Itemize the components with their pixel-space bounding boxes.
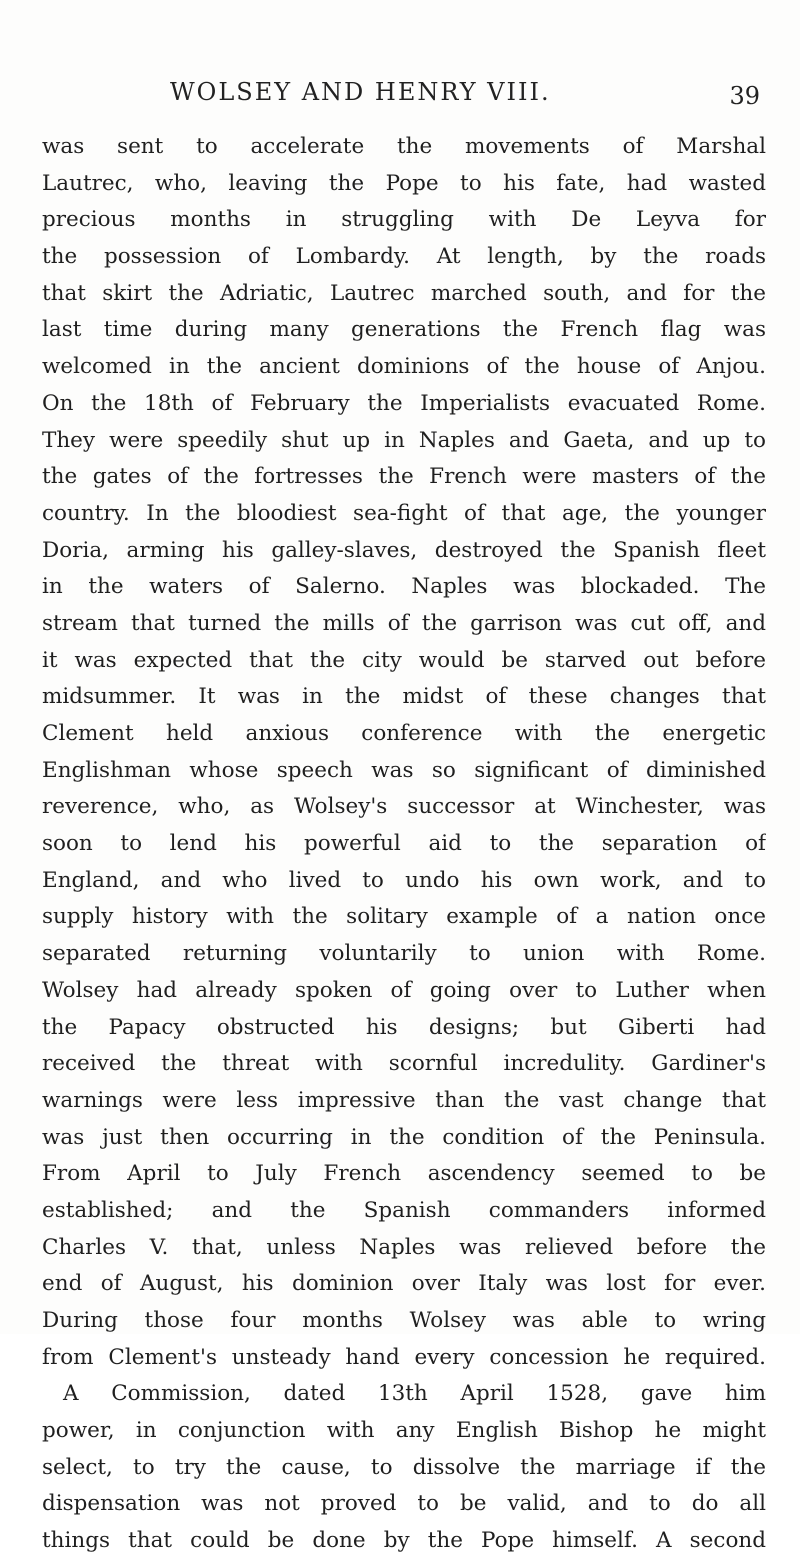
text-line: the possession of Lombardy. At length, by the roads	[42, 244, 766, 270]
text-line: supply history with the solitary example of a nation once	[42, 904, 766, 930]
text-line: England, and who lived to undo his own work, and to	[42, 867, 766, 893]
text-line: it was expected that the city would be starved out before	[42, 647, 766, 673]
text-line: Englishman whose speech was so significant of diminished	[42, 757, 766, 783]
text-line: From April to July French ascendency seemed to be	[42, 1161, 766, 1187]
text-line: last time during many generations the French flag was	[42, 317, 766, 343]
text-line: end of August, his dominion over Italy was lost for ever.	[42, 1271, 766, 1297]
text-line: Clement held anxious conference with the energetic	[42, 721, 766, 746]
text-line: separated returning voluntarily to union with Rome.	[42, 941, 766, 967]
text-line: things that could be done by the Pope himself. A second	[42, 1528, 766, 1554]
text-line: Lautrec, who, leaving the Pope to his fate, had wasted	[42, 170, 766, 196]
text-line: in the waters of Salerno. Naples was blockaded. The	[42, 574, 766, 600]
text-line: established; and the Spanish commanders informed	[42, 1197, 766, 1223]
text-line: warnings were less impressive than the vast change that	[42, 1087, 766, 1113]
text-line: country. In the bloodiest sea-fight of that age, the younger	[42, 500, 766, 526]
text-line: that skirt the Adriatic, Lautrec marched south, and for the	[42, 280, 766, 306]
text-line: was sent to accelerate the movements of Marshal	[42, 134, 766, 159]
text-line: During those four months Wolsey was able to wring	[42, 1308, 766, 1333]
text-line: select, to try the cause, to dissolve the marriage if the	[42, 1454, 766, 1480]
text-line: On the 18th of February the Imperialists evacuated Rome.	[42, 390, 766, 416]
running-header	[170, 78, 760, 114]
text-line: Wolsey had already spoken of going over to Luther when	[42, 977, 766, 1003]
text-line: power, in conjunction with any English Bishop he might	[42, 1418, 766, 1444]
text-line: welcomed in the ancient dominions of the house of Anjou.	[42, 354, 766, 380]
text-line-paragraph-start: A Commission, dated 13th April 1528, gave him	[63, 1381, 766, 1407]
text-line: reverence, who, as Wolsey's successor at Winchester, was	[42, 794, 766, 820]
text-line: soon to lend his powerful aid to the separation of	[42, 831, 766, 857]
body-text	[42, 129, 766, 1560]
text-line: the gates of the fortresses the French were masters of the	[42, 464, 766, 490]
text-line: They were speedily shut up in Naples and Gaeta, and up to	[42, 427, 766, 453]
text-line: dispensation was not proved to be valid, and to do all	[42, 1491, 766, 1517]
text-line: received the threat with scornful incredulity. Gardiner's	[42, 1051, 766, 1077]
text-line: was just then occurring in the condition of the Peninsula.	[42, 1124, 766, 1150]
text-line: precious months in struggling with De Leyva for	[42, 207, 766, 233]
text-line: Charles V. that, unless Naples was relieved before the	[42, 1234, 766, 1260]
text-line: midsummer. It was in the midst of these changes that	[42, 684, 766, 710]
text-line: from Clement's unsteady hand every concession he required.	[42, 1344, 766, 1370]
text-line: Doria, arming his galley-slaves, destroyed the Spanish fleet	[42, 537, 766, 563]
text-line: stream that turned the mills of the garrison was cut off, and	[42, 610, 766, 636]
running-header-title: WOLSEY AND HENRY VIII.	[170, 78, 551, 106]
page-number: 39	[729, 82, 760, 110]
text-line: the Papacy obstructed his designs; but Giberti had	[42, 1014, 766, 1040]
